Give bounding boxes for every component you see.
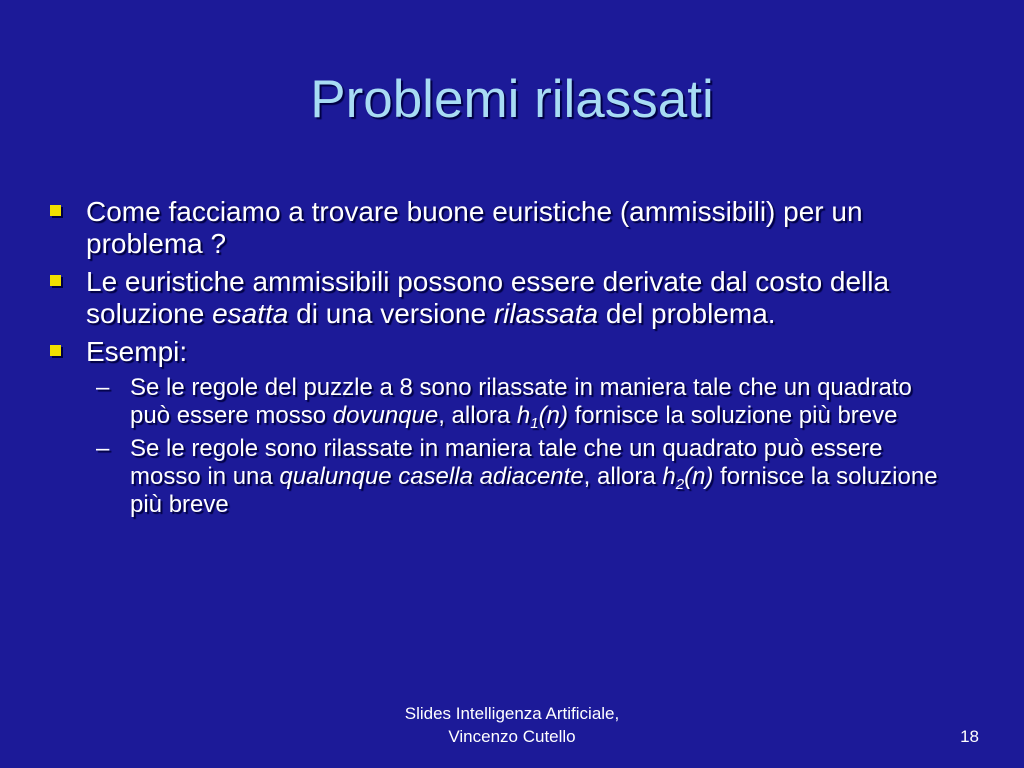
subbullet-text: fornisce la soluzione più breve <box>130 463 938 518</box>
formula-argument: (n) <box>684 463 714 490</box>
formula-text <box>516 402 568 432</box>
dash-bullet-icon: – <box>96 374 110 401</box>
subbullet-text: , allora <box>438 402 517 429</box>
dash-bullet-icon: – <box>96 435 110 462</box>
subbullet-text: , allora <box>583 463 663 490</box>
formula-symbol: h <box>662 463 676 490</box>
subbullet-item <box>50 435 955 519</box>
square-bullet-icon <box>50 345 61 356</box>
footer-line: Slides Intelligenza Artificiale, <box>404 704 620 723</box>
page-number: 18 <box>960 727 979 746</box>
bullet-text: del problema. <box>598 298 776 329</box>
formula-symbol: h <box>516 402 531 429</box>
subbullet-text: Se le regole del puzzle a 8 sono rilassate in maniera tale che un quadrato può essere mosso <box>130 374 912 429</box>
footer-line: Vincenzo Cutello <box>448 727 576 746</box>
emphasis-text: dovunque <box>332 402 439 429</box>
emphasis-text: esatta <box>212 298 289 329</box>
slide-footer <box>362 702 662 748</box>
bullet-item <box>50 266 955 330</box>
bullet-text: Esempi: <box>86 336 188 367</box>
bullet-text: Come facciamo a trovare buone euristiche (ammissibili) per un problema ? <box>86 196 863 259</box>
slide-body <box>50 196 955 524</box>
subbullet-text: fornisce la soluzione più breve <box>567 402 898 429</box>
formula-subscript: 1 <box>530 415 539 432</box>
bullet-item <box>50 336 955 368</box>
subbullet-item <box>50 374 955 430</box>
square-bullet-icon <box>50 275 61 286</box>
emphasis-text: qualunque casella adiacente <box>279 463 584 490</box>
slide-title: Problemi rilassati <box>310 70 714 129</box>
square-bullet-icon <box>50 205 61 216</box>
bullet-text: Le euristiche ammissibili possono essere derivate dal costo della soluzione <box>86 266 890 329</box>
bullet-item <box>50 196 955 260</box>
subbullet-text: Se le regole sono rilassate in maniera tale che un quadrato può essere mosso in una <box>130 435 883 490</box>
formula-argument: (n) <box>538 402 568 429</box>
formula-subscript: 2 <box>675 476 685 493</box>
formula-text <box>662 463 714 493</box>
bullet-text: di una versione <box>288 298 494 329</box>
emphasis-text: rilassata <box>493 298 599 329</box>
